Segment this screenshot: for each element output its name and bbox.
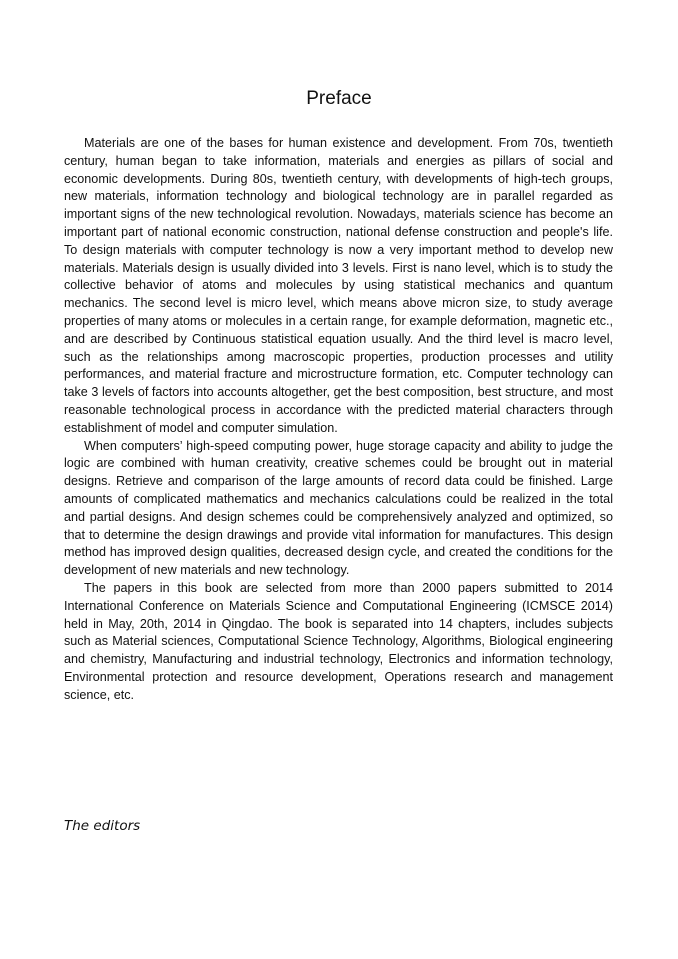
preface-body — [64, 135, 613, 705]
page-title: Preface — [306, 88, 372, 109]
signature: The editors — [64, 818, 141, 834]
paragraph-2: When computers’ high-speed computing power, huge storage capacity and ability to judge the logic are combined with human creativity, creative schemes could be brought out in material designs. Retrieve and comparison of the large amounts of record data could be finished. Large amounts of complicated mathematics and mechanics calculations could be realized in the total and partial designs. And design schemes could be comprehensively analyzed and optimized, so that to determine the design drawings and provide vital information for manufactures. This design method has improved design qualities, decreased design cycle, and created the conditions for the development of new materials and new technology. — [64, 438, 613, 578]
paragraph-3: The papers in this book are selected from more than 2000 papers submitted to 2014 International Conference on Materials Science and Computational Engineering (ICMSCE 2014) held in May, 20th, 2014 in Qingdao. The book is separated into 14 chapters, includes subjects such as Material sciences, Computational Science Technology, Algorithms, Biological engineering and chemistry, Manufacturing and industrial technology, Electronics and information technology, Environmental protection and resource development, Operations research and management science, etc. — [64, 580, 613, 702]
paragraph-1: Materials are one of the bases for human existence and development. From 70s, twentieth century, human began to take information, materials and energies as pillars of social and economic developments. During 80s, twentieth century, with developments of high-tech groups, new materials, information technology and biological technology are in parallel regarded as important signs of the new technological revolution. Nowadays, materials science has become an important part of national economic construction, national defense construction and people's life. To design materials with computer technology is now a very important method to develop new materials. Materials design is usually divided into 3 levels. First is nano level, which is to study the collective behavior of atoms and molecules by using statistical mechanics and quantum mechanics. The second level is micro level, which means above micron size, to study average properties of many atoms or molecules in a certain range, for example deformation, magnetic etc., and are described by Continuous statistical equation usually. And the third level is macro level, such as the relationships among macroscopic properties, production processes and utility performances, and material fracture and microstructure formation, etc. Computer technology can take 3 levels of factors into accounts altogether, get the best composition, best structure, and most reasonable technological process in accordance with the predicted material characters through establishment of model and computer simulation. — [64, 136, 613, 435]
